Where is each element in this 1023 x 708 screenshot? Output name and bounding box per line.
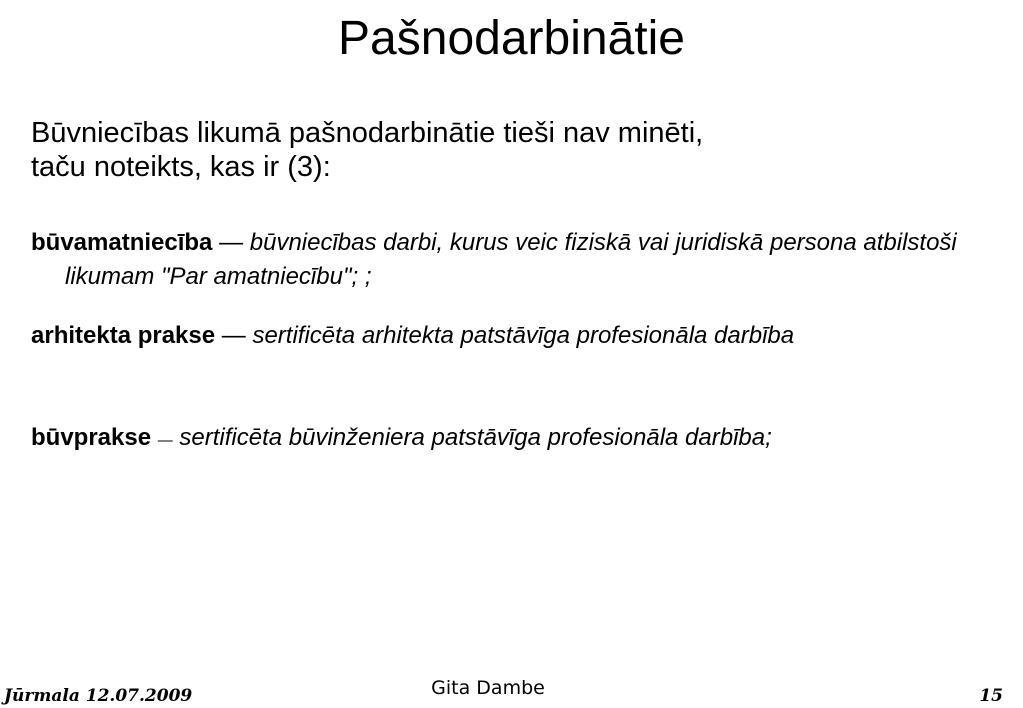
definition-term: būvamatniecība — [31, 229, 213, 256]
definition-term: būvprakse — [31, 424, 152, 451]
definition-dash: — — [221, 322, 246, 349]
definition-description: sertificēta būvinženiera patstāvīga profesionāla darbība; — [179, 424, 772, 451]
definition-dash: — — [219, 229, 244, 256]
definition-buvprakse — [31, 421, 1006, 458]
footer-page-number: 15 — [979, 686, 1003, 706]
slide-title: Pašnodarbinātie — [338, 12, 685, 65]
definition-description: būvniecības darbi, kurus veic fiziskā vai juridiskā persona atbilstoši likumam "Par amatniecību"; ; — [65, 229, 957, 290]
definition-arhitekta-prakse — [31, 319, 1006, 353]
definition-buvamatnieciba — [31, 226, 1006, 294]
definition-description: sertificēta arhitekta patstāvīga profesionāla darbība — [252, 322, 795, 349]
intro-text — [31, 116, 991, 184]
footer-author: Gita Dambe — [431, 677, 545, 699]
definition-term: arhitekta prakse — [31, 322, 216, 349]
footer-place-date: Jūrmala 12.07.2009 — [4, 686, 193, 706]
definition-dash: — — [157, 432, 173, 449]
intro-line-2: taču noteikts, kas ir (3): — [31, 151, 331, 183]
intro-line-1: Būvniecības likumā pašnodarbinātie tieši nav minēti, — [31, 117, 704, 149]
